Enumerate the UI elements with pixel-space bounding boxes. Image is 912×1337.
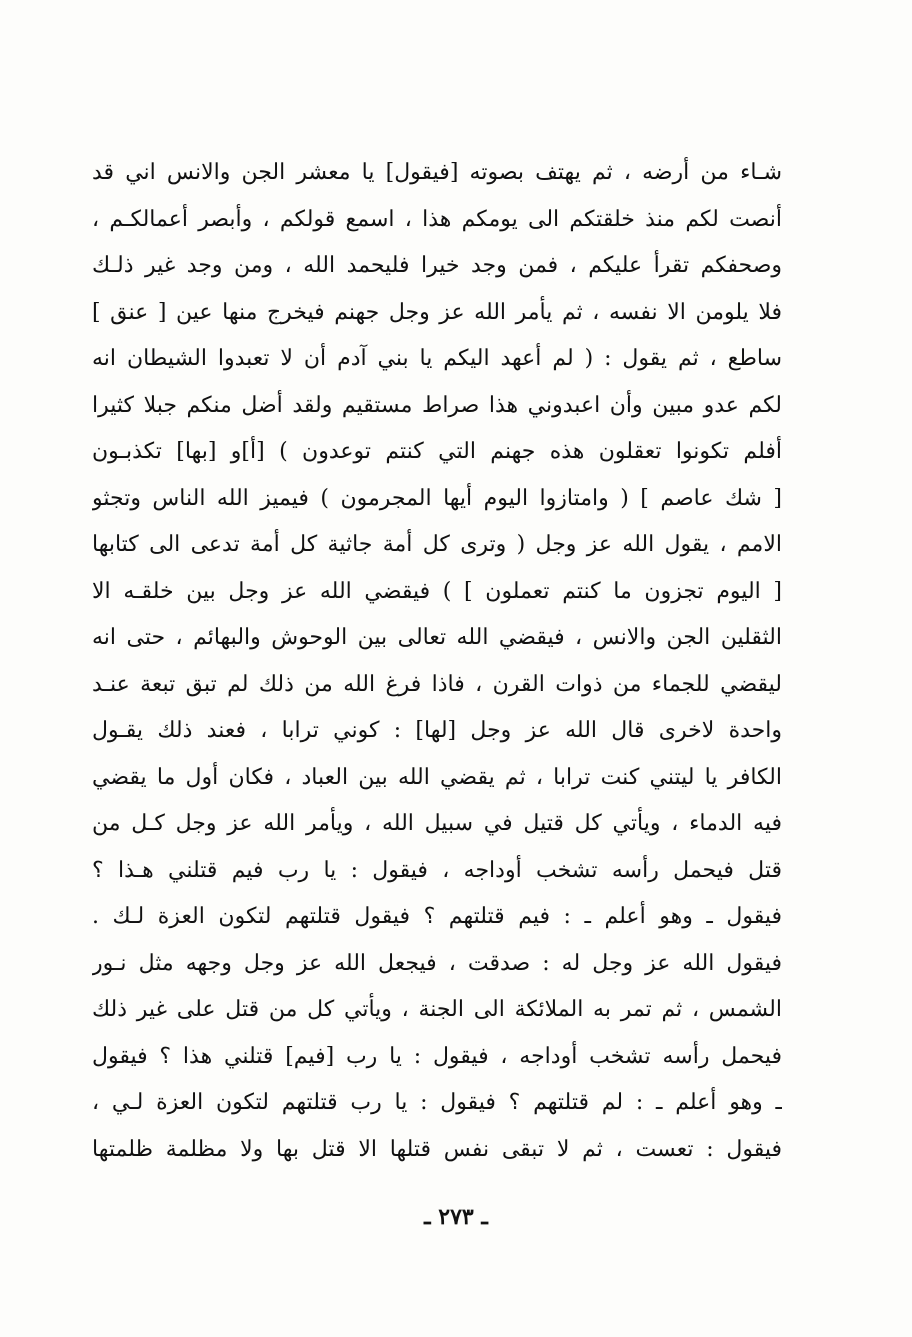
text-line: واحدة لاخرى قال الله عز وجل [لها] : كوني ترابا ، فعند ذلك يقـول <box>92 718 782 743</box>
text-line: فيقول الله عز وجل له : صدقت ، فيجعل الله عز وجل وجهه مثل نـور <box>92 950 782 976</box>
text-line: أفلم تكونوا تعقلون هذه جهنم التي كنتم توعدون ) [أ]و [بها] تكذبـون <box>92 439 782 464</box>
text-line: [ شك عاصم ] ( وامتازوا اليوم أيها المجرمون ) فيميز الله الناس وتجثو <box>92 485 782 511</box>
text-line: فيه الدماء ، ويأتي كل قتيل في سبيل الله ، ويأمر الله عز وجل كـل من <box>92 811 782 836</box>
text-line: الكافر يا ليتني كنت ترابا ، ثم يقضي الله بين العباد ، فكان أول ما يقضي <box>92 764 782 790</box>
text-line: ساطع ، ثم يقول : ( لم أعهد اليكم يا بني آدم أن لا تعبدوا الشيطان انه <box>92 346 782 371</box>
text-line: قتل فيحمل رأسه تشخب أوداجه ، فيقول : يا رب فيم قتلني هـذا ؟ <box>92 857 782 883</box>
text-line: أنصت لكم منذ خلقتكم الى يومكم هذا ، اسمع قولكم ، وأبصر أعمالكـم ، <box>92 206 782 232</box>
text-line: شـاء من أرضه ، ثم يهتف بصوته [فيقول] يا معشر الجن والانس اني قد <box>92 160 782 185</box>
text-line: الامم ، يقول الله عز وجل ( وترى كل أمة جاثية كل أمة تدعى الى كتابها <box>92 532 782 557</box>
text-line: فيحمل رأسه تشخب أوداجه ، فيقول : يا رب [فيم] قتلني هذا ؟ فيقول <box>92 1043 782 1069</box>
text-line: وصحفكم تقرأ عليكم ، فمن وجد خيرا فليحمد الله ، ومن وجد غير ذلـك <box>92 253 782 278</box>
text-line: [ اليوم تجزون ما كنتم تعملون ] ) فيقضي الله عز وجل بين خلقـه الا <box>92 578 782 604</box>
text-line: لكم عدو مبين وأن اعبدوني هذا صراط مستقيم ولقد أضل منكم جبلا كثيرا <box>92 392 782 418</box>
text-line: الشمس ، ثم تمر به الملائكة الى الجنة ، ويأتي كل من قتل على غير ذلك <box>92 997 782 1022</box>
text-line: الثقلين الجن والانس ، فيقضي الله تعالى بين الوحوش والبهائم ، حتى انه <box>92 625 782 650</box>
text-line: فيقول : تعست ، ثم لا تبقى نفس قتلها الا قتل بها ولا مظلمة ظلمتها <box>92 1136 782 1162</box>
body-text <box>92 150 782 1173</box>
text-line: فيقول ـ وهو أعلم ـ : فيم قتلتهم ؟ فيقول قتلتهم لتكون العزة لـك . <box>92 904 782 929</box>
text-line: ـ وهو أعلم ـ : لم قتلتهم ؟ فيقول : يا رب قتلتهم لتكون العزة لـي ، <box>92 1090 782 1115</box>
page-number: ـ ٢٧٣ ـ <box>424 1204 488 1230</box>
text-line: فلا يلومن الا نفسه ، ثم يأمر الله عز وجل جهنم فيخرج منها عين [ عنق ] <box>92 299 782 325</box>
text-line: ليقضي للجماء من ذوات القرن ، فاذا فرغ الله من ذلك لم تبق تبعة عنـد <box>92 671 782 697</box>
